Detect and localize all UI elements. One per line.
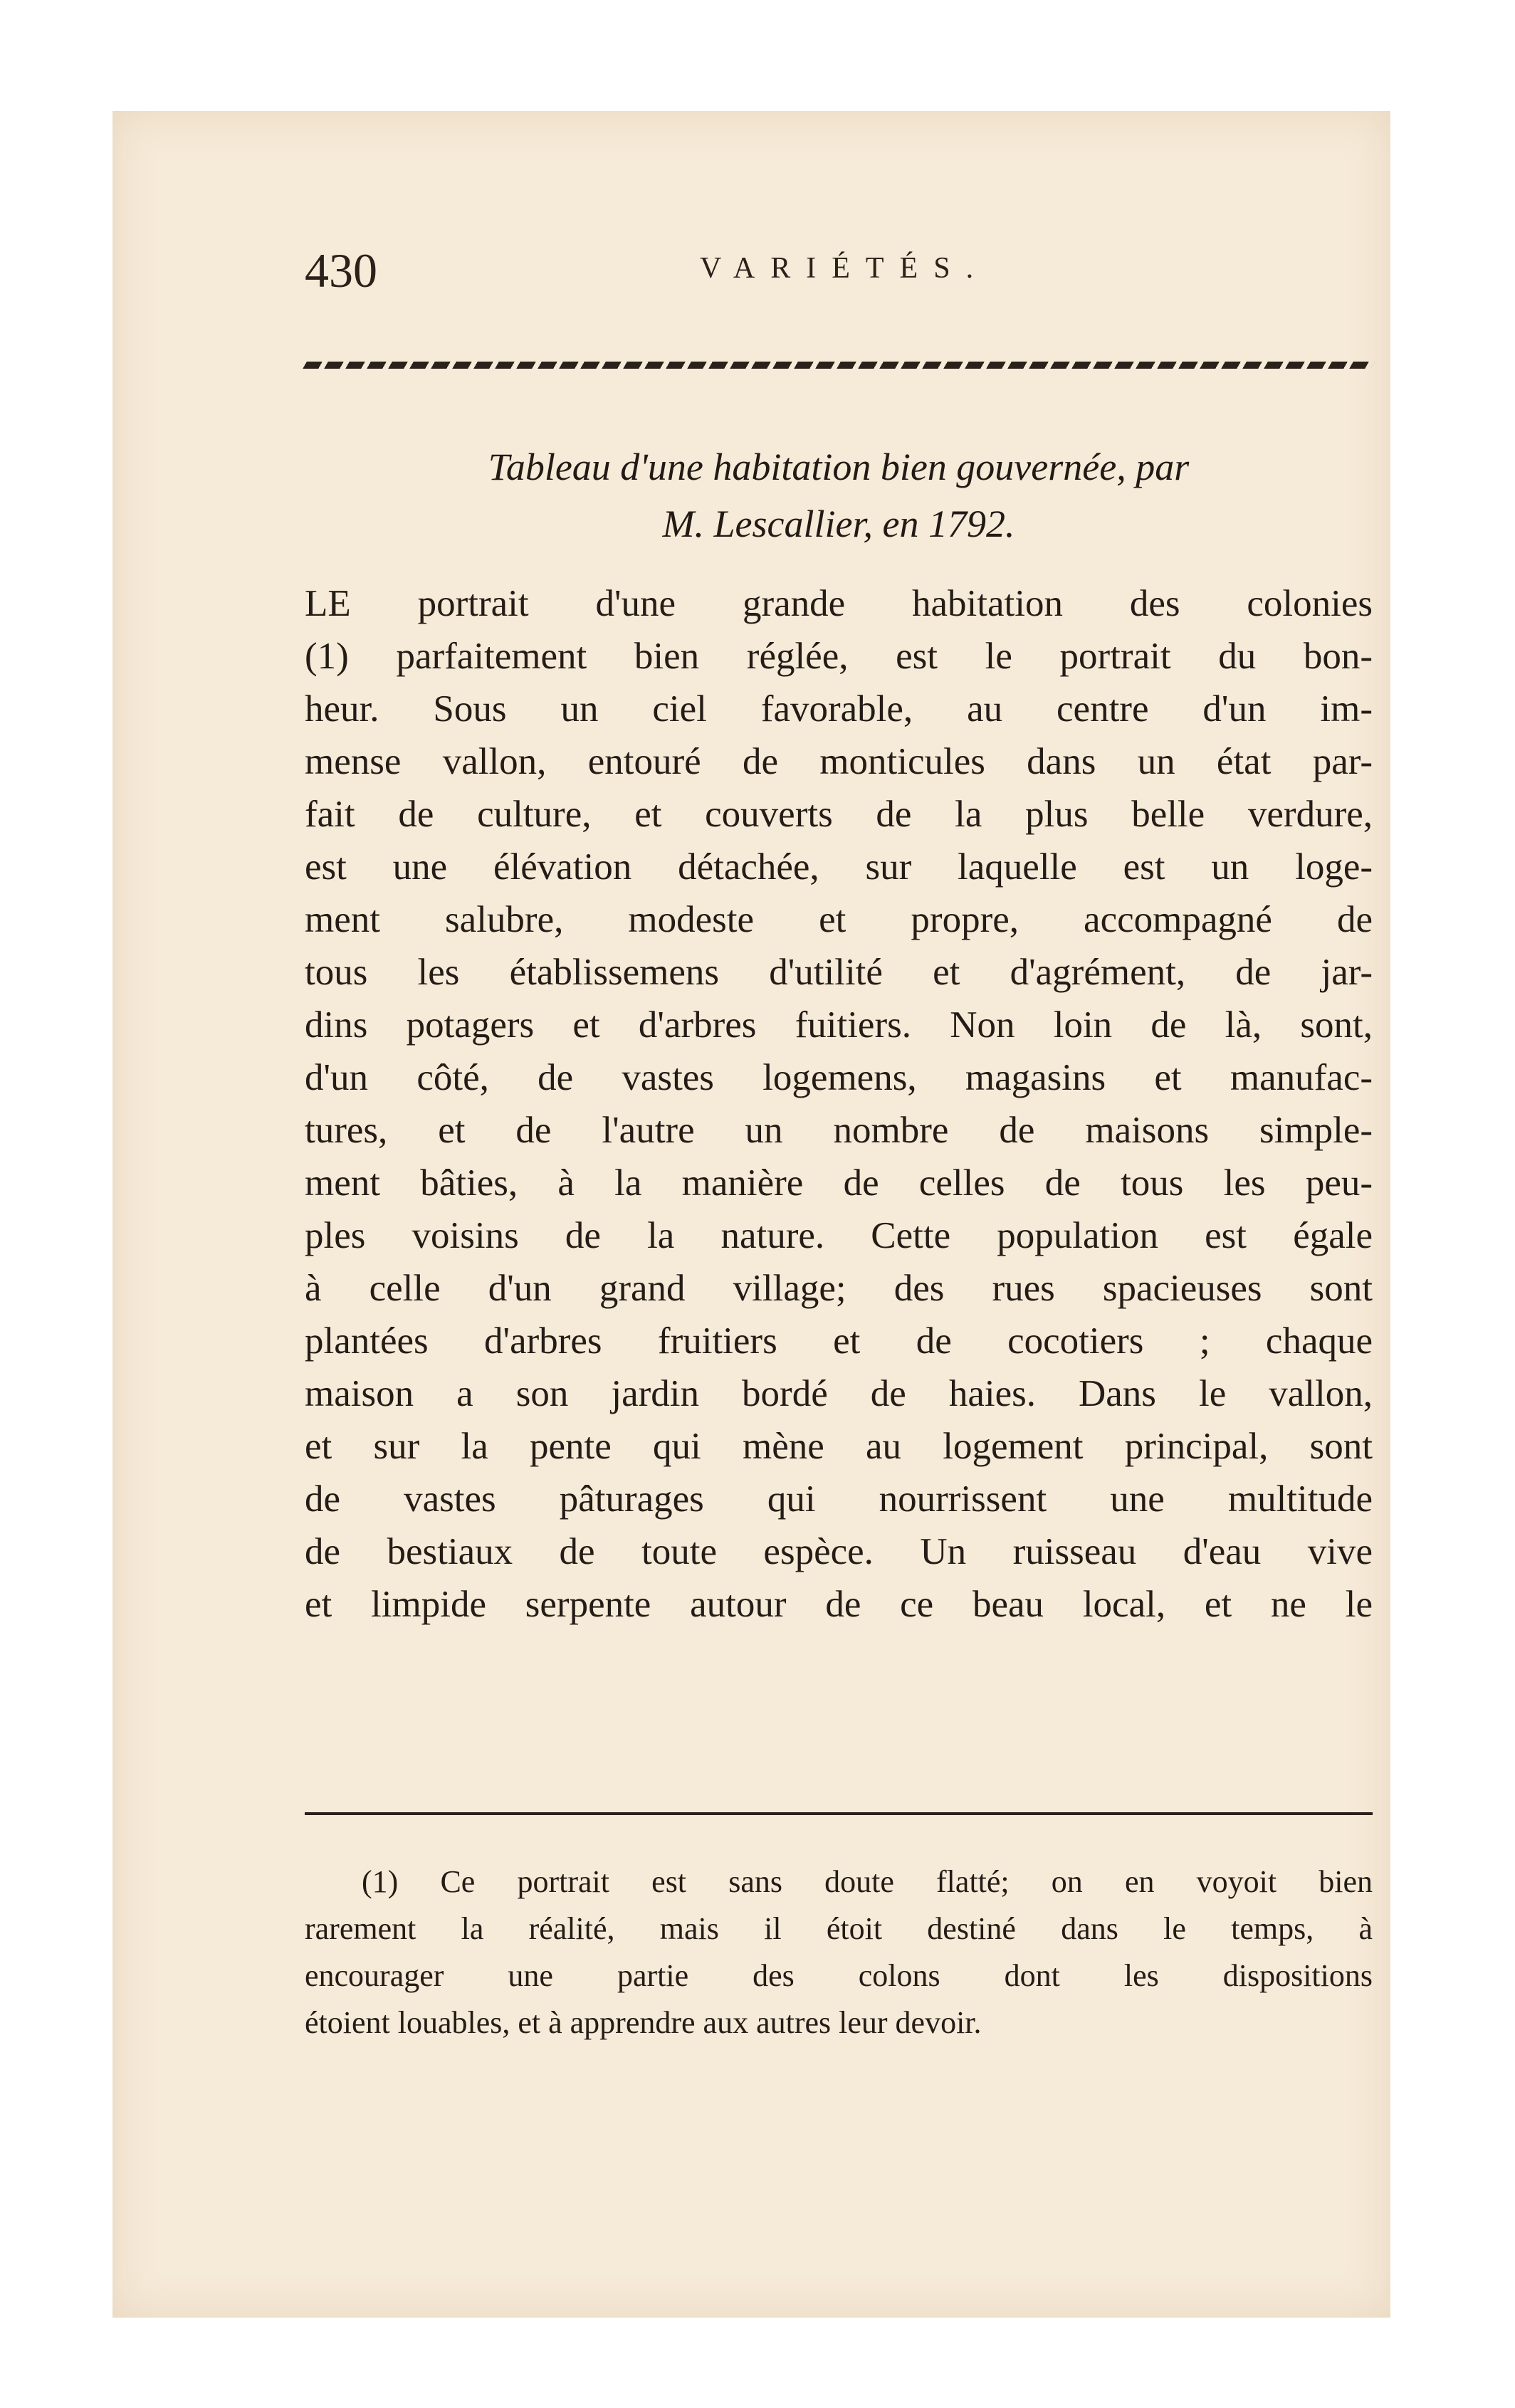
footnote-divider [305, 1812, 1373, 1815]
article-title-line: M. Lescallier, en 1792. [662, 503, 1015, 545]
body-line: et limpide serpente autour de ce beau local, et ne le [305, 1584, 1373, 1625]
footnote-line: encourager une partie des colons dont les dispositions [305, 1958, 1373, 1993]
body-line: tous les établissemens d'utilité et d'agrément, de jar- [305, 952, 1373, 993]
body-line: (1) parfaitement bien réglée, est le portrait du bon- [305, 636, 1373, 677]
article-title-line: Tableau d'une habitation bien gouvernée, par [488, 446, 1190, 488]
footnote-line: étoient louables, et à apprendre aux autres leur devoir. [305, 2005, 982, 2040]
page-number: 430 [305, 243, 377, 298]
body-line: tures, et de l'autre un nombre de maisons simple- [305, 1110, 1373, 1151]
body-line: dins potagers et d'arbres fuitiers. Non loin de là, sont, [305, 1004, 1373, 1046]
body-line: à celle d'un grand village; des rues spacieuses sont [305, 1268, 1373, 1309]
body-line: ment bâties, à la manière de celles de tous les peu- [305, 1162, 1373, 1204]
running-title: VARIÉTÉS. [700, 252, 990, 285]
body-line: et sur la pente qui mène au logement principal, sont [305, 1426, 1373, 1467]
body-line: maison a son jardin bordé de haies. Dans le vallon, [305, 1373, 1373, 1414]
body-line: LE portrait d'une grande habitation des colonies [305, 583, 1373, 624]
ornamental-divider [303, 362, 1375, 369]
body-line: de vastes pâturages qui nourrissent une multitude [305, 1478, 1373, 1520]
article-title [305, 438, 1373, 552]
body-line: d'un côté, de vastes logemens, magasins et manufac- [305, 1057, 1373, 1098]
body-line: heur. Sous un ciel favorable, au centre d'un im- [305, 688, 1373, 730]
body-line: mense vallon, entouré de monticules dans un état par- [305, 741, 1373, 782]
footnote-line: (1) Ce portrait est sans doute flatté; on en voyoit bien [362, 1864, 1373, 1899]
article-body [305, 577, 1373, 1631]
body-line: ples voisins de la nature. Cette population est égale [305, 1215, 1373, 1256]
body-line: de bestiaux de toute espèce. Un ruisseau d'eau vive [305, 1531, 1373, 1572]
footnote-line: rarement la réalité, mais il étoit destiné dans le temps, à [305, 1911, 1373, 1946]
page-header [305, 243, 1373, 307]
body-line: ment salubre, modeste et propre, accompagné de [305, 899, 1373, 940]
book-page [112, 111, 1390, 2318]
body-line: fait de culture, et couverts de la plus belle verdure, [305, 794, 1373, 835]
footnote [305, 1858, 1373, 2046]
body-line: plantées d'arbres fruitiers et de cocotiers ; chaque [305, 1320, 1373, 1362]
body-line: est une élévation détachée, sur laquelle est un loge- [305, 846, 1373, 888]
